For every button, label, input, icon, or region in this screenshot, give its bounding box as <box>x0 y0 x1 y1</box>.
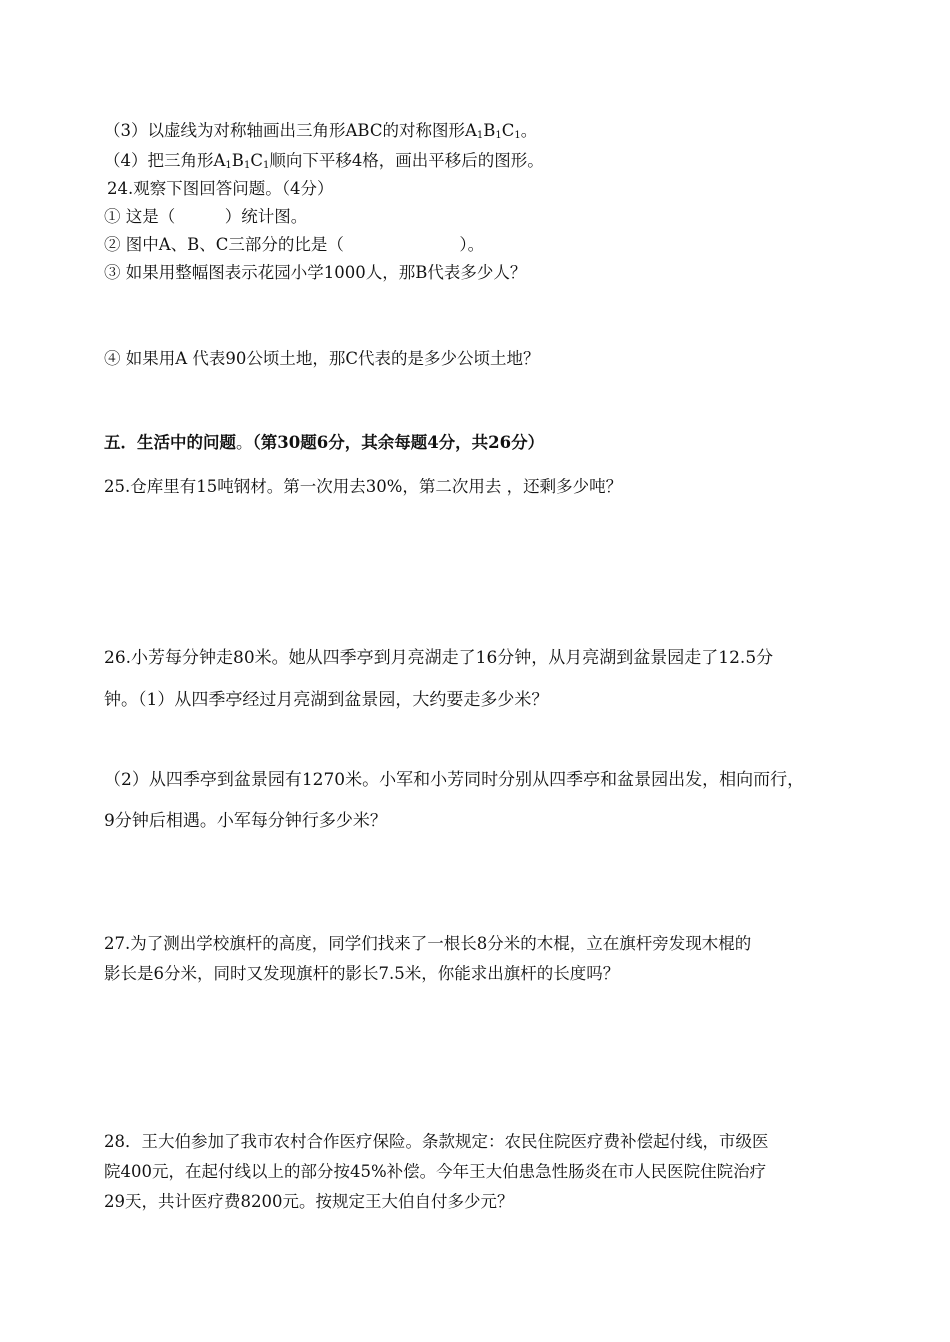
section5-heading-title: 五．生活中的问题 <box>104 433 236 452</box>
q24-title: 24.观察下图回答问题。（4分） <box>107 179 334 198</box>
vertex-label: C <box>250 151 263 170</box>
q27-line2: 影长是6分米，同时又发现旗杆的影长7.5米，你能求出旗杆的长度吗？ <box>104 964 620 983</box>
vertex-label: B <box>231 151 244 170</box>
q24-part2: ② 图中A、B、C三部分的比是（ ）。 <box>104 235 485 254</box>
punctuation: 。 <box>520 121 538 140</box>
punctuation: 。 <box>236 433 253 452</box>
q23-item3-text: （3）以虚线为对称轴画出三角形ABC的对称图形A <box>104 121 477 140</box>
q28-line2: 院400元，在起付线以上的部分按45%补偿。今年王大伯患急性肠炎在市人民医院住院治疗 <box>104 1162 767 1181</box>
q23-item4-text: （4）把三角形A <box>104 151 226 170</box>
subscript: 1 <box>262 160 270 171</box>
q24-part4: ④ 如果用A 代表90公顷土地，那C代表的是多少公顷土地？ <box>104 349 540 368</box>
q24-part3: ③ 如果用整幅图表示花园小学1000人，那B代表多少人？ <box>104 263 527 282</box>
q23-item3 <box>104 120 537 147</box>
subscript: 1 <box>243 160 251 171</box>
section5-heading-points: （第30题6分，其余每题4分，共26分） <box>252 433 545 452</box>
subscript: 1 <box>514 130 521 141</box>
subscript: 1 <box>476 130 484 141</box>
q27-line1: 27.为了测出学校旗杆的高度，同学们找来了一根长8分米的木棍，立在旗杆旁发现木棍的 <box>104 934 752 953</box>
q23-item4-rest: 顺向下平移4格，画出平移后的图形。 <box>269 151 544 170</box>
q28-line3: 29天，共计医疗费8200元。按规定王大伯自付多少元？ <box>104 1192 514 1211</box>
subscript: 1 <box>495 130 502 141</box>
q26-line2: 钟。（1）从四季亭经过月亮湖到盆景园，大约要走多少米？ <box>104 690 549 710</box>
section5-heading <box>104 432 544 454</box>
q25-text: 25.仓库里有15吨钢材。第一次用去30%，第二次用去 ，还剩多少吨？ <box>104 477 623 496</box>
subscript: 1 <box>225 160 232 171</box>
q26-line4: 9分钟后相遇。小军每分钟行多少米？ <box>104 811 387 831</box>
q26-line3: （2）从四季亭到盆景园有1270米。小军和小芳同时分别从四季亭和盆景园出发，相向而行， <box>104 770 805 790</box>
vertex-label: B <box>483 121 496 140</box>
q28-line1: 28．王大伯参加了我市农村合作医疗保险。条款规定：农民住院医疗费补偿起付线，市级医 <box>104 1132 769 1151</box>
q24-part1: ① 这是（ ）统计图。 <box>104 207 308 226</box>
q26-line1: 26.小芳每分钟走80米。她从四季亭到月亮湖走了16分钟，从月亮湖到盆景园走了12.5分 <box>104 648 774 668</box>
vertex-label: C <box>501 121 515 140</box>
q23-item4 <box>104 150 544 177</box>
